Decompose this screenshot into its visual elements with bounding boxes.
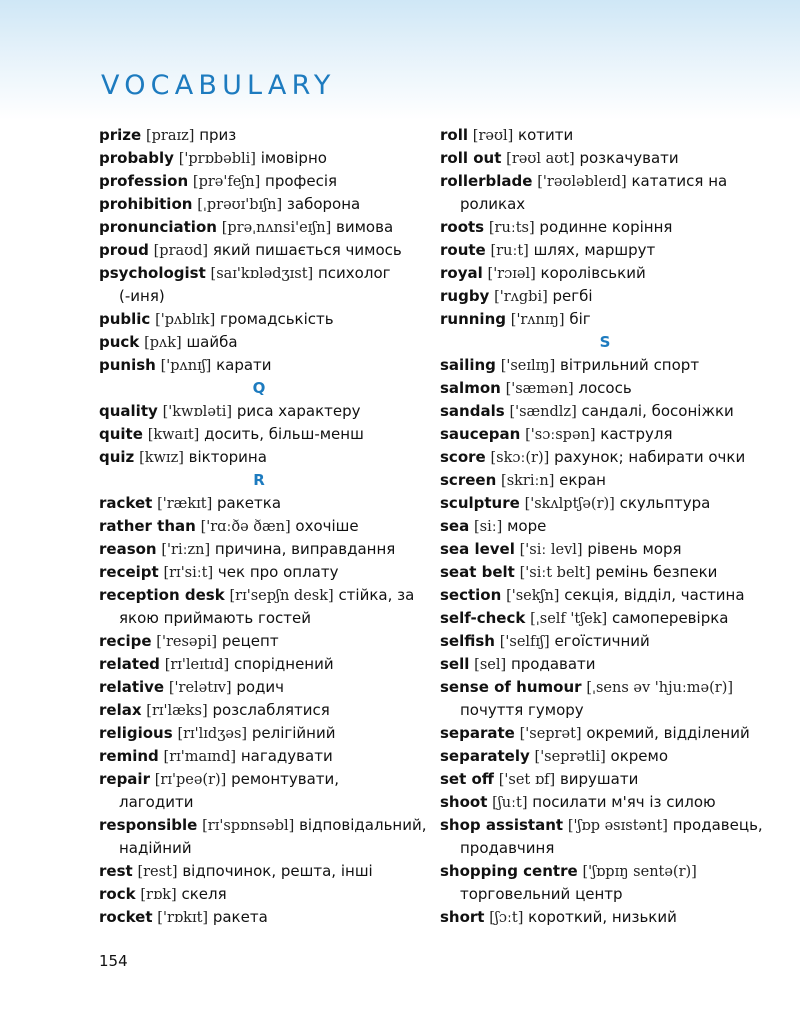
vocab-entry xyxy=(99,699,419,722)
entry-transcription: [saɪ'kɒlədʒɪst] xyxy=(210,266,314,282)
entry-meaning: імовірно xyxy=(260,149,327,167)
entry-meaning: шлях, маршрут xyxy=(533,241,656,259)
entry-word: selfish xyxy=(440,632,495,650)
entry-word: sense of humour xyxy=(440,678,582,696)
entry-transcription: [skɔː(r)] xyxy=(490,450,550,466)
entry-meaning: стійка, за xyxy=(338,586,415,604)
entry-word: shopping centre xyxy=(440,862,578,880)
entry-transcription: ['set ɒf] xyxy=(498,772,556,788)
vocab-entry xyxy=(99,860,419,883)
entry-meaning-continued: почуття гумору xyxy=(460,701,584,719)
vocab-entry xyxy=(99,584,419,607)
section-letter: R xyxy=(253,471,265,489)
entry-transcription: ['sekʃn] xyxy=(506,588,560,604)
entry-word: separately xyxy=(440,747,530,765)
entry-meaning: заборона xyxy=(286,195,361,213)
entry-meaning-continued: роликах xyxy=(460,195,526,213)
entry-word: relax xyxy=(99,701,142,719)
entry-word: shop assistant xyxy=(440,816,564,834)
entry-transcription: ['relətɪv] xyxy=(168,680,232,696)
entry-transcription: ['seprət] xyxy=(519,726,582,742)
vocab-entry xyxy=(99,768,419,791)
entry-meaning: каструля xyxy=(600,425,673,443)
entry-meaning: сандалі, босоніжки xyxy=(581,402,734,420)
entry-word: psychologist xyxy=(99,264,206,282)
entry-transcription: [ruːt] xyxy=(490,243,529,259)
entry-word: relative xyxy=(99,678,165,696)
vocab-entry xyxy=(440,423,770,446)
entry-transcription: ['rækɪt] xyxy=(157,496,213,512)
entry-transcription: ['seprətli] xyxy=(534,749,606,765)
vocab-entry xyxy=(440,860,770,883)
entry-word: proud xyxy=(99,241,149,259)
entry-word: responsible xyxy=(99,816,198,834)
entry-meaning: продавець, xyxy=(672,816,763,834)
entry-word: seat belt xyxy=(440,563,515,581)
vocab-entry xyxy=(99,676,419,699)
entry-transcription: [ruːts] xyxy=(488,220,535,236)
entry-transcription: [rəʊl] xyxy=(472,128,514,144)
vocab-entry xyxy=(440,124,770,147)
entry-word: score xyxy=(440,448,486,466)
vocab-entry xyxy=(99,331,419,354)
vocab-entry xyxy=(440,170,770,193)
entry-meaning: вирушати xyxy=(559,770,639,788)
vocab-entry xyxy=(99,423,419,446)
entry-word: roots xyxy=(440,218,485,236)
entry-word: separate xyxy=(440,724,515,742)
vocab-entry xyxy=(440,607,770,630)
entry-meaning: регбі xyxy=(552,287,593,305)
entry-word: pronunciation xyxy=(99,218,217,236)
header-gradient-band xyxy=(0,0,800,120)
vocab-entry xyxy=(99,147,419,170)
entry-meaning: родич xyxy=(236,678,285,696)
entry-transcription: [praʊd] xyxy=(153,243,209,259)
entry-word: probably xyxy=(99,149,174,167)
entry-word: quality xyxy=(99,402,158,420)
vocab-entry xyxy=(440,653,770,676)
entry-transcription: ['selfɪʃ] xyxy=(499,634,550,650)
entry-word: sea level xyxy=(440,540,515,558)
vocab-entry xyxy=(440,354,770,377)
entry-transcription: ['sændlz] xyxy=(509,404,577,420)
entry-meaning: кататися на xyxy=(631,172,728,190)
vocab-entry xyxy=(99,446,419,469)
entry-meaning-continued: лагодити xyxy=(119,793,194,811)
entry-meaning: причина, виправдання xyxy=(214,540,396,558)
vocab-entry xyxy=(99,883,419,906)
entry-meaning: ремонтувати, xyxy=(231,770,340,788)
entry-transcription: ['pʌnɪʃ] xyxy=(160,358,212,374)
vocab-entry xyxy=(99,745,419,768)
entry-word: roll xyxy=(440,126,468,144)
entry-transcription: [skriːn] xyxy=(501,473,555,489)
vocab-entry xyxy=(99,354,419,377)
entry-word: punish xyxy=(99,356,156,374)
vocab-entry xyxy=(99,262,419,285)
entry-transcription: [ˌprəʊɪ'bɪʃn] xyxy=(197,197,283,213)
entry-transcription: ['rɒkɪt] xyxy=(157,910,209,926)
entry-transcription: ['ʃɒpɪŋ sentə(r)] xyxy=(582,864,697,880)
entry-meaning: королівський xyxy=(540,264,646,282)
entry-word: sell xyxy=(440,655,470,673)
vocab-entry xyxy=(440,285,770,308)
entry-meaning: шайба xyxy=(186,333,238,351)
entry-meaning: відповідальний, xyxy=(299,816,427,834)
entry-meaning: споріднений xyxy=(233,655,334,673)
entry-transcription: ['pʌblɪk] xyxy=(155,312,216,328)
entry-word: saucepan xyxy=(440,425,521,443)
entry-transcription: ['sɔːspən] xyxy=(525,427,596,443)
entry-transcription: [ʃuːt] xyxy=(492,795,528,811)
vocab-entry xyxy=(440,308,770,331)
entry-meaning: рахунок; набирати очки xyxy=(554,448,746,466)
entry-transcription: ['rɑːðə ðæn] xyxy=(200,519,291,535)
vocab-entry xyxy=(440,906,770,929)
vocab-entry xyxy=(440,469,770,492)
entry-meaning: екран xyxy=(559,471,606,489)
entry-meaning: ракетка xyxy=(217,494,282,512)
entry-meaning: карати xyxy=(216,356,272,374)
entry-transcription: [ʃɔːt] xyxy=(489,910,524,926)
entry-meaning: скульптура xyxy=(619,494,711,512)
entry-word: receipt xyxy=(99,563,159,581)
entry-word: rugby xyxy=(440,287,490,305)
entry-word: reason xyxy=(99,540,157,558)
entry-transcription: ['rʌgbi] xyxy=(494,289,548,305)
entry-transcription: [rɪ'læks] xyxy=(146,703,208,719)
entry-word: related xyxy=(99,655,160,673)
vocab-entry xyxy=(440,745,770,768)
entry-meaning-continued: надійний xyxy=(119,839,192,857)
entry-transcription: [rɪ'peə(r)] xyxy=(154,772,227,788)
entry-transcription: ['riːzn] xyxy=(161,542,211,558)
vocab-entry xyxy=(440,584,770,607)
vocab-entry xyxy=(99,515,419,538)
entry-word: repair xyxy=(99,770,150,788)
vocab-entry xyxy=(99,722,419,745)
entry-word: route xyxy=(440,241,486,259)
entry-word: royal xyxy=(440,264,483,282)
entry-meaning: релігійний xyxy=(251,724,336,742)
entry-meaning: самоперевірка xyxy=(611,609,729,627)
vocab-entry xyxy=(440,538,770,561)
entry-meaning: посилати м'яч із силою xyxy=(532,793,716,811)
entry-word: rather than xyxy=(99,517,196,535)
entry-word: sculpture xyxy=(440,494,520,512)
entry-meaning: риса характеру xyxy=(236,402,361,420)
section-letter: S xyxy=(599,333,611,351)
entry-word: quiz xyxy=(99,448,135,466)
entry-meaning: скеля xyxy=(181,885,227,903)
entry-word: sailing xyxy=(440,356,496,374)
vocab-entry xyxy=(440,147,770,170)
entry-meaning-continued: (-иня) xyxy=(119,287,165,305)
entry-transcription: [kwaɪt] xyxy=(147,427,200,443)
entry-word: religious xyxy=(99,724,173,742)
entry-word: profession xyxy=(99,172,189,190)
entry-meaning-continued: продавчиня xyxy=(460,839,555,857)
entry-meaning: котити xyxy=(518,126,574,144)
entry-transcription: ['rəʊləbleɪd] xyxy=(537,174,627,190)
entry-transcription: [prə'feʃn] xyxy=(192,174,261,190)
vocab-entry xyxy=(440,446,770,469)
entry-transcription: ['siː levl] xyxy=(519,542,583,558)
page-number: 154 xyxy=(99,952,128,970)
entry-word: running xyxy=(440,310,506,328)
vocab-entry xyxy=(440,239,770,262)
vocab-entry xyxy=(99,630,419,653)
vocab-entry xyxy=(440,515,770,538)
entry-word: prohibition xyxy=(99,195,193,213)
vocab-entry xyxy=(99,653,419,676)
vocab-entry xyxy=(440,722,770,745)
vocab-entry xyxy=(99,561,419,584)
vocab-entry xyxy=(99,170,419,193)
entry-transcription: [rəʊl aʊt] xyxy=(506,151,575,167)
entry-meaning: нагадувати xyxy=(240,747,333,765)
entry-transcription: [prəˌnʌnsi'eɪʃn] xyxy=(221,220,332,236)
entry-transcription: ['seɪlɪŋ] xyxy=(500,358,556,374)
entry-transcription: ['sæmən] xyxy=(505,381,574,397)
entry-transcription: [pʌk] xyxy=(144,335,182,351)
entry-meaning: лосось xyxy=(578,379,632,397)
vocab-entry xyxy=(440,216,770,239)
entry-transcription: ['siːt belt] xyxy=(519,565,591,581)
entry-word: rocket xyxy=(99,908,153,926)
entry-word: prize xyxy=(99,126,142,144)
entry-word: roll out xyxy=(440,149,502,167)
entry-meaning: секція, відділ, частина xyxy=(564,586,745,604)
entry-word: rollerblade xyxy=(440,172,533,190)
entry-meaning: короткий, низький xyxy=(528,908,677,926)
entry-word: section xyxy=(440,586,502,604)
entry-meaning: розкачувати xyxy=(579,149,679,167)
page-title: VOCABULARY xyxy=(101,70,336,101)
vocab-entry xyxy=(99,906,419,929)
entry-transcription: [rest] xyxy=(137,864,178,880)
vocab-entry xyxy=(440,262,770,285)
entry-word: shoot xyxy=(440,793,488,811)
entry-word: reception desk xyxy=(99,586,225,604)
entry-transcription: [rɪ'siːt] xyxy=(163,565,214,581)
vocab-entry xyxy=(440,492,770,515)
entry-word: recipe xyxy=(99,632,152,650)
entry-word: rest xyxy=(99,862,133,880)
entry-transcription: [rɪ'leɪtɪd] xyxy=(164,657,230,673)
entry-meaning: родинне коріння xyxy=(539,218,673,236)
entry-transcription: [praɪz] xyxy=(145,128,195,144)
entry-meaning-continued: якою приймають гостей xyxy=(119,609,311,627)
entry-meaning: вікторина xyxy=(188,448,267,466)
vocabulary-column-right xyxy=(440,124,770,929)
entry-transcription: ['skʌlptʃə(r)] xyxy=(524,496,615,512)
entry-meaning: досить, більш-менш xyxy=(204,425,364,443)
entry-transcription: ['prɒbəbli] xyxy=(178,151,256,167)
entry-word: salmon xyxy=(440,379,501,397)
entry-meaning: який пишається чимось xyxy=(212,241,402,259)
entry-meaning: окремий, відділений xyxy=(586,724,750,742)
vocab-entry xyxy=(99,492,419,515)
entry-meaning: приз xyxy=(199,126,237,144)
vocab-entry xyxy=(99,193,419,216)
entry-meaning: охочіше xyxy=(295,517,359,535)
entry-meaning: чек про оплату xyxy=(217,563,339,581)
entry-word: quite xyxy=(99,425,143,443)
entry-transcription: [rɪ'sepʃn desk] xyxy=(229,588,334,604)
entry-meaning: професія xyxy=(265,172,338,190)
entry-meaning: біг xyxy=(569,310,591,328)
entry-meaning: відпочинок, решта, інші xyxy=(182,862,373,880)
entry-meaning: психолог xyxy=(318,264,391,282)
entry-meaning: море xyxy=(507,517,547,535)
entry-meaning: продавати xyxy=(510,655,596,673)
entry-word: self-check xyxy=(440,609,526,627)
entry-transcription: ['resəpi] xyxy=(156,634,218,650)
entry-meaning: егоїстичний xyxy=(554,632,650,650)
entry-word: remind xyxy=(99,747,159,765)
vocab-entry xyxy=(440,814,770,837)
entry-transcription: [rɪ'lɪdʒəs] xyxy=(177,726,248,742)
entry-meaning: рівень моря xyxy=(587,540,682,558)
entry-meaning: окремо xyxy=(610,747,669,765)
entry-meaning: ракета xyxy=(212,908,268,926)
entry-word: sandals xyxy=(440,402,505,420)
entry-transcription: [ˌsens əv 'hjuːmə(r)] xyxy=(586,680,734,696)
vocab-entry xyxy=(440,791,770,814)
entry-meaning: вітрильний спорт xyxy=(560,356,700,374)
entry-word: puck xyxy=(99,333,140,351)
entry-word: rock xyxy=(99,885,136,903)
entry-meaning-continued: торговельний центр xyxy=(460,885,623,903)
entry-transcription: [rɪ'maɪnd] xyxy=(163,749,237,765)
section-letter: Q xyxy=(252,379,266,397)
entry-meaning: громадськість xyxy=(220,310,334,328)
vocab-entry xyxy=(440,561,770,584)
entry-transcription: [rɒk] xyxy=(140,887,177,903)
vocab-entry xyxy=(99,814,427,837)
entry-transcription: [rɪ'spɒnsəbl] xyxy=(202,818,295,834)
vocab-entry xyxy=(99,239,419,262)
vocab-entry xyxy=(440,676,770,699)
entry-word: sea xyxy=(440,517,470,535)
vocab-entry xyxy=(99,538,419,561)
entry-transcription: [kwɪz] xyxy=(139,450,184,466)
entry-word: racket xyxy=(99,494,153,512)
vocab-entry xyxy=(99,308,419,331)
vocab-entry xyxy=(440,768,770,791)
entry-word: public xyxy=(99,310,151,328)
vocab-entry xyxy=(99,216,419,239)
vocab-entry xyxy=(440,400,770,423)
entry-meaning: ремінь безпеки xyxy=(595,563,718,581)
entry-transcription: ['kwɒləti] xyxy=(162,404,233,420)
entry-word: set off xyxy=(440,770,494,788)
vocabulary-column-left xyxy=(99,124,427,929)
entry-meaning: розслаблятися xyxy=(212,701,330,719)
entry-transcription: [siː] xyxy=(474,519,503,535)
entry-word: screen xyxy=(440,471,497,489)
entry-transcription: [sel] xyxy=(474,657,507,673)
vocab-entry xyxy=(440,377,770,400)
vocab-entry xyxy=(99,124,419,147)
entry-transcription: ['ʃɒp əsɪstənt] xyxy=(567,818,668,834)
entry-meaning: рецепт xyxy=(221,632,279,650)
entry-transcription: [ˌself 'tʃek] xyxy=(530,611,608,627)
entry-transcription: ['rʌnɪŋ] xyxy=(510,312,565,328)
vocab-entry xyxy=(440,630,770,653)
vocab-entry xyxy=(99,400,419,423)
entry-word: short xyxy=(440,908,485,926)
entry-transcription: ['rɔɪəl] xyxy=(487,266,536,282)
entry-meaning: вимова xyxy=(336,218,394,236)
